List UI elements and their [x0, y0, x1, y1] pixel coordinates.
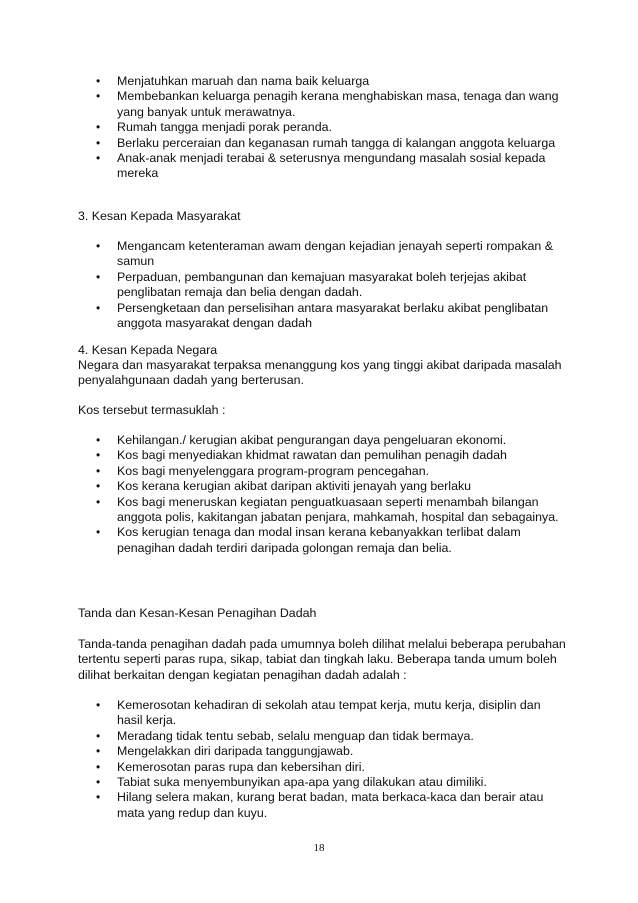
list-item: • Rumah tangga menjadi porak peranda. — [92, 120, 562, 135]
section-heading-4: 4. Kesan Kepada Negara — [78, 343, 218, 357]
section-title: Tanda dan Kesan-Kesan Penagihan Dadah — [78, 606, 317, 620]
signs-list — [92, 698, 562, 821]
section-heading-3: 3. Kesan Kepada Masyarakat — [78, 209, 241, 223]
list-item: • Mengancam ketenteraman awam dengan kejadian jenayah seperti rompakan & samun — [92, 239, 562, 270]
list-item: • Kemerosotan paras rupa dan kebersihan diri. — [92, 760, 562, 775]
list-item: • Membebankan keluarga penagih kerana menghabiskan masa, tenaga dan wang yang banyak untuk merawatnya. — [92, 89, 562, 120]
society-effects-list — [92, 239, 562, 331]
list-item: • Berlaku perceraian dan keganasan rumah tangga di kalangan anggota keluarga — [92, 136, 562, 151]
list-item: • Kemerosotan kehadiran di sekolah atau tempat kerja, mutu kerja, disiplin dan hasil kerja. — [92, 698, 562, 729]
list-item: • Mengelakkan diri daripada tanggungjawab. — [92, 744, 562, 759]
list-item: • Persengketaan dan perselisihan antara masyarakat berlaku akibat penglibatan anggota masyarakat dengan dadah — [92, 301, 562, 332]
list-item: • Kos kerugian tenaga dan modal insan kerana kebanyakkan terlibat dalam penagihan dadah terdiri daripada golongan remaja dan belia. — [92, 525, 562, 556]
list-item: • Meradang tidak tentu sebab, selalu menguap dan tidak bermaya. — [92, 729, 562, 744]
list-item: • Kehilangan./ kerugian akibat pengurangan daya pengeluaran ekonomi. — [92, 433, 562, 448]
signs-paragraph: Tanda-tanda penagihan dadah pada umumnya boleh dilihat melalui beberapa perubahan tertentu seperti paras rupa, sikap, tabiat dan tingkah laku. Beberapa tanda umum boleh dilihat berkaitan dengan kegiatan penagihan dadah adalah : — [78, 637, 566, 682]
country-paragraph: Negara dan masyarakat terpaksa menanggung kos yang tinggi akibat daripada masalah penyalahgunaan dadah yang berterusan. — [78, 358, 562, 388]
list-item: • Kos bagi meneruskan kegiatan penguatkuasaan seperti menambah bilangan anggota polis, kakitangan jabatan penjara, mahkamah, hospital dan sebagainya. — [92, 495, 562, 526]
list-item: • Kos bagi menyediakan khidmat rawatan dan pemulihan penagih dadah — [92, 448, 562, 463]
list-item: • Hilang selera makan, kurang berat badan, mata berkaca-kaca dan berair atau mata yang redup dan kuyu. — [92, 790, 562, 821]
list-item: • Menjatuhkan maruah dan nama baik keluarga — [92, 74, 562, 89]
family-effects-list — [92, 74, 562, 182]
list-item: • Kos bagi menyelenggara program-program pencegahan. — [92, 464, 562, 479]
costs-list — [92, 433, 562, 556]
list-item: • Anak-anak menjadi terabai & seterusnya mengundang masalah sosial kepada mereka — [92, 151, 562, 182]
page-number: 18 — [313, 842, 325, 854]
costs-intro: Kos tersebut termasuklah : — [78, 403, 226, 417]
list-item: • Perpaduan, pembangunan dan kemajuan masyarakat boleh terjejas akibat penglibatan remaja dan belia dengan dadah. — [92, 270, 562, 301]
list-item: • Kos kerana kerugian akibat daripan aktiviti jenayah yang berlaku — [92, 479, 562, 494]
list-item: • Tabiat suka menyembunyikan apa-apa yang dilakukan atau dimiliki. — [92, 775, 562, 790]
